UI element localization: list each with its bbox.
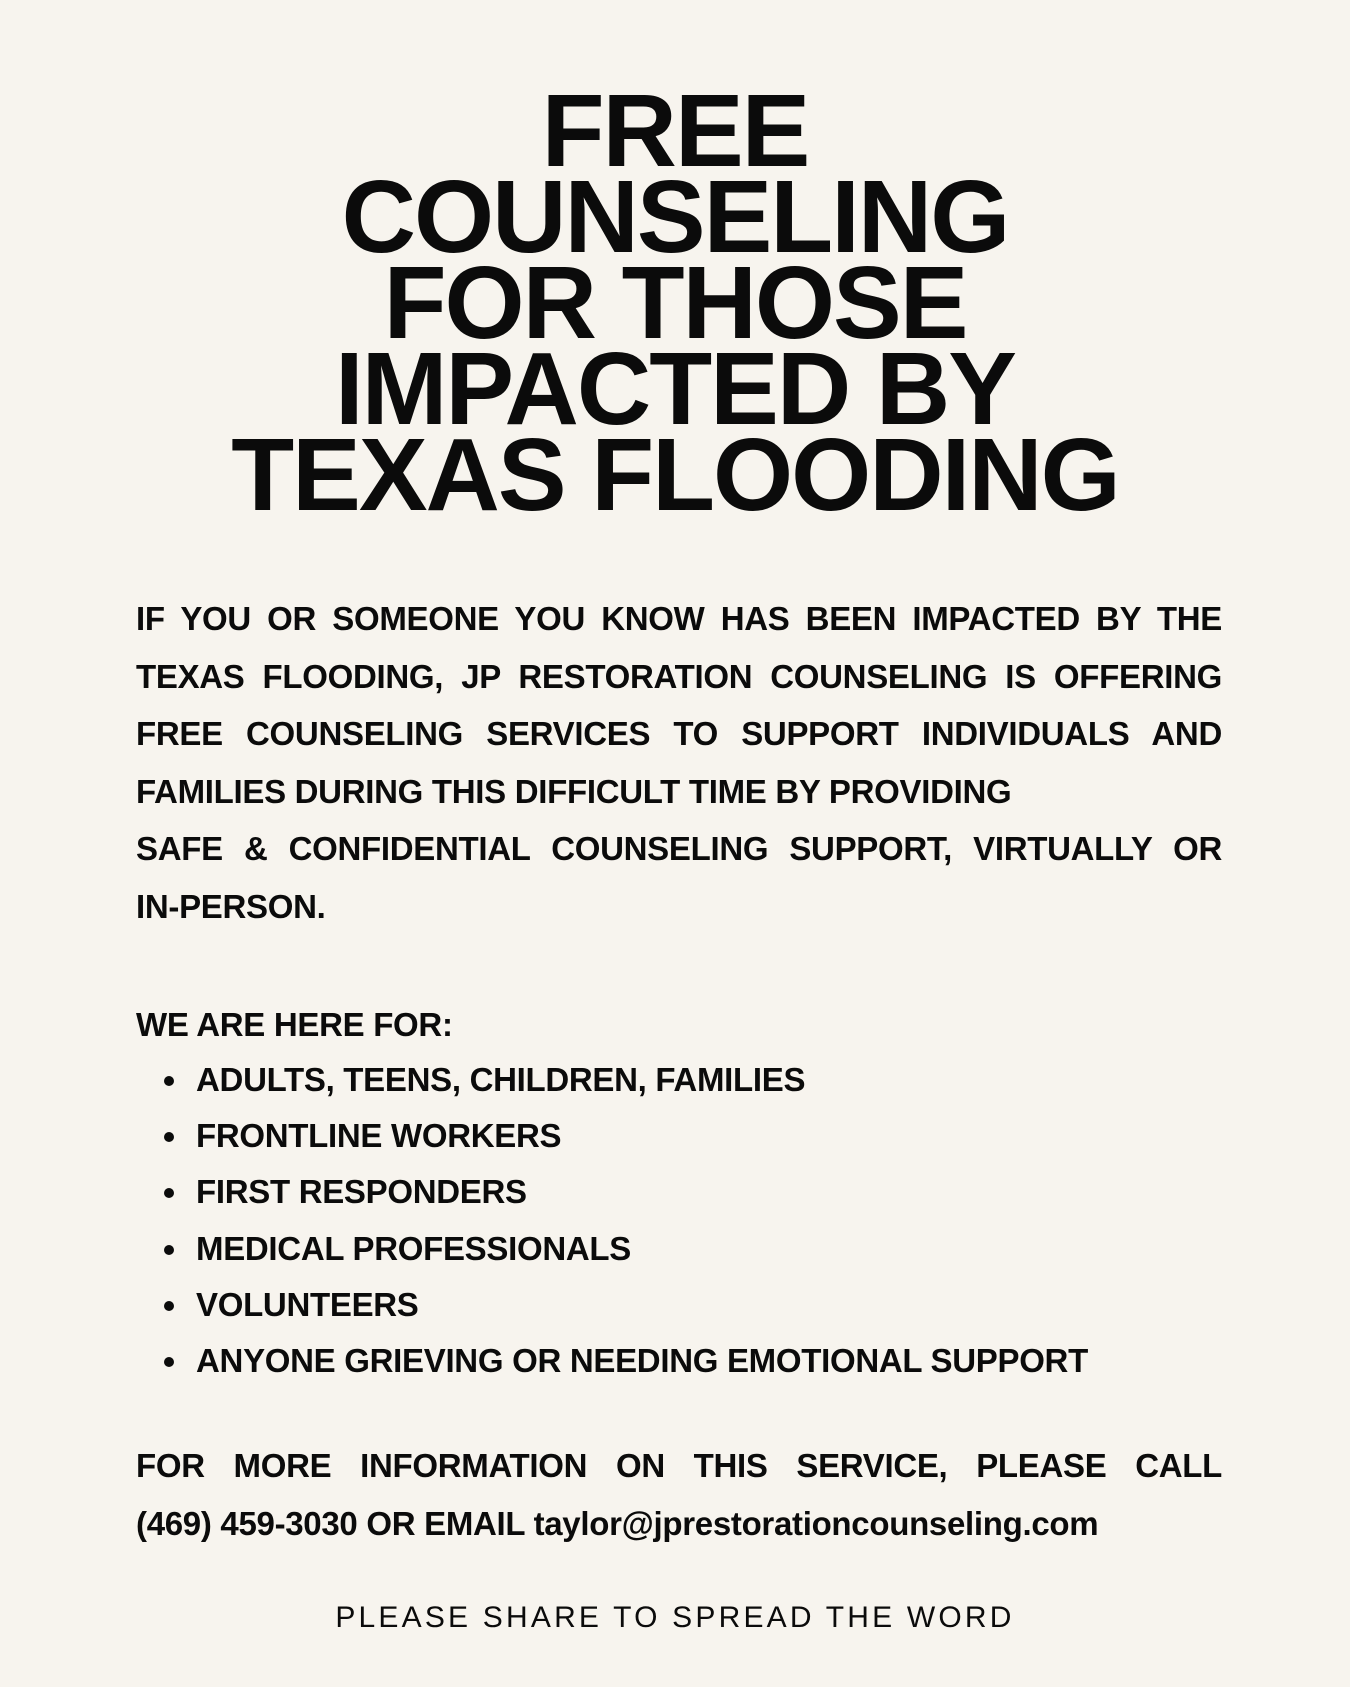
intro-line: SAFE & CONFIDENTIAL COUNSELING SUPPORT, VIRTUALLY OR bbox=[136, 830, 1222, 867]
bullet-icon bbox=[164, 1188, 174, 1198]
list-item bbox=[136, 1333, 1088, 1389]
bullet-icon bbox=[164, 1132, 174, 1142]
headline-line: COUNSELING bbox=[341, 159, 1009, 274]
list-item-label: FRONTLINE WORKERS bbox=[196, 1117, 562, 1155]
list-item-label: ADULTS, TEENS, CHILDREN, FAMILIES bbox=[196, 1061, 806, 1098]
bullet-icon bbox=[164, 1301, 174, 1311]
email-address: taylor@jprestorationcounseling.com bbox=[533, 1504, 1099, 1542]
bullet-icon bbox=[164, 1357, 174, 1367]
headline-line: IMPACTED BY bbox=[335, 331, 1015, 446]
headline bbox=[0, 73, 1350, 532]
list-item bbox=[136, 1277, 1088, 1333]
intro-line: IN-PERSON. bbox=[136, 887, 326, 925]
intro-line: TEXAS FLOODING, JP RESTORATION COUNSELING IS OFFERING bbox=[136, 657, 1222, 695]
headline-line: FREE bbox=[541, 73, 809, 188]
or-email-label: OR EMAIL bbox=[366, 1504, 525, 1542]
headline-line: TEXAS FLOODING bbox=[231, 417, 1119, 532]
share-footer: PLEASE SHARE TO SPREAD THE WORD bbox=[335, 1601, 1015, 1634]
headline-line: FOR THOSE bbox=[383, 245, 967, 360]
intro-line: FAMILIES DURING THIS DIFFICULT TIME BY PROVIDING bbox=[136, 772, 1012, 810]
intro-paragraph bbox=[136, 590, 1222, 935]
list-item bbox=[136, 1221, 1088, 1277]
contact-line bbox=[136, 1495, 1222, 1553]
bullet-icon bbox=[164, 1076, 174, 1086]
bullet-icon bbox=[164, 1245, 174, 1255]
contact-line: FOR MORE INFORMATION ON THIS SERVICE, PLEASE CALL bbox=[136, 1447, 1222, 1484]
list-item bbox=[136, 1164, 1088, 1220]
phone-number: (469) 459-3030 bbox=[136, 1504, 358, 1542]
list-item-label: VOLUNTEERS bbox=[196, 1285, 419, 1323]
audience-list bbox=[136, 1052, 1088, 1389]
list-item bbox=[136, 1108, 1088, 1164]
contact-paragraph bbox=[136, 1437, 1222, 1552]
list-item bbox=[136, 1052, 1088, 1108]
intro-line: FREE COUNSELING SERVICES TO SUPPORT INDIVIDUALS AND bbox=[136, 715, 1222, 752]
intro-line: IF YOU OR SOMEONE YOU KNOW HAS BEEN IMPACTED BY THE bbox=[136, 600, 1222, 637]
list-item-label: MEDICAL PROFESSIONALS bbox=[196, 1229, 631, 1267]
audience-heading: WE ARE HERE FOR: bbox=[136, 1006, 453, 1043]
list-item-label: ANYONE GRIEVING OR NEEDING EMOTIONAL SUPPORT bbox=[196, 1342, 1088, 1380]
list-item-label: FIRST RESPONDERS bbox=[196, 1173, 527, 1211]
